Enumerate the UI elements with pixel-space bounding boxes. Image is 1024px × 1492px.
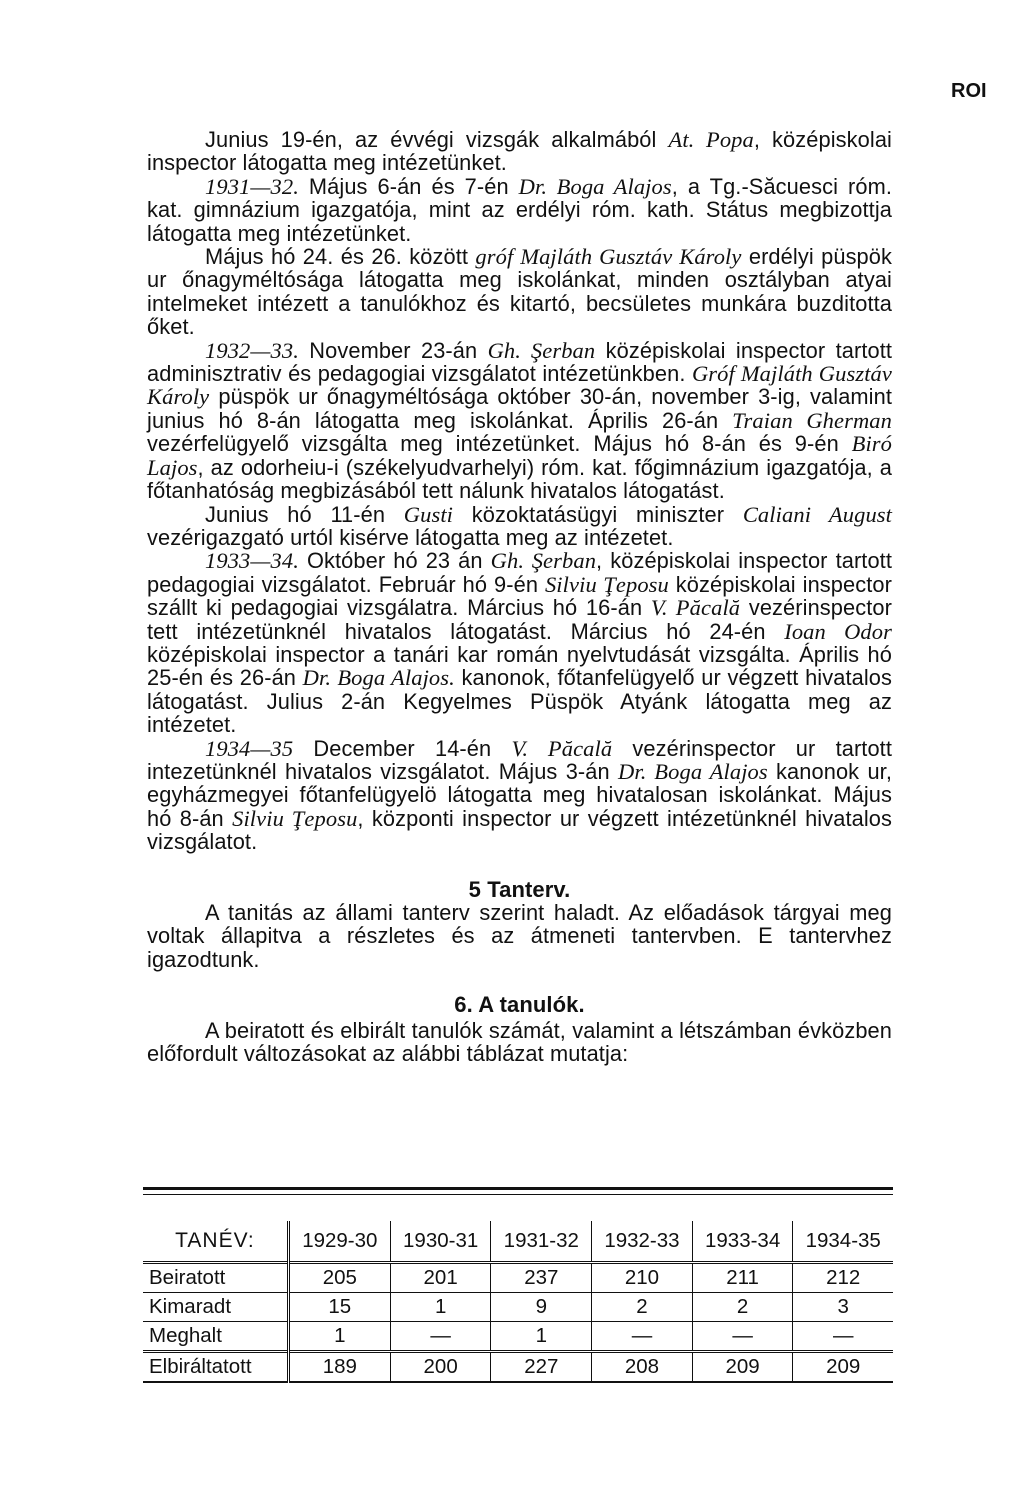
table-cell: 1 xyxy=(491,1322,592,1352)
text-run: December 14-én xyxy=(293,735,512,761)
table-cell: 15 xyxy=(288,1293,390,1322)
table-row xyxy=(143,1263,893,1293)
row-label: Elbiráltatott xyxy=(143,1352,288,1383)
section-5-text: A tanitás az állami tanterv szerint haladt. Az előadások tárgyai meg voltak állapitva a részletes és az átmeneti tantervben. E tantervhez igazodtunk. xyxy=(147,900,892,972)
text-run: , középiskolai inspector tartott pedagogiai vizsgálatot. Február hó 9-én xyxy=(147,548,892,597)
italic-name: 1933—34. xyxy=(205,548,299,574)
paragraph xyxy=(147,175,892,245)
section-6-text: A beiratott és elbirált tanulók számát, valamint a létszámban évközben előfordult változásokat az alábbi táblázat mutatja: xyxy=(147,1017,892,1067)
row-label: Kimaradt xyxy=(143,1293,288,1322)
table-cell: 208 xyxy=(592,1352,693,1383)
table-row xyxy=(143,1322,893,1352)
year-header: 1930-31 xyxy=(390,1221,491,1263)
italic-name: Gróf Majláth Gusztáv Károly xyxy=(147,361,892,410)
table-cell: 209 xyxy=(692,1352,793,1383)
text-run: , a Tg.-Săcuesci róm. kat. gimnázium igazgatója, mint az erdélyi róm. kath. Státus megbizottja látogatta meg intézetünket. xyxy=(147,173,892,246)
year-header: 1934-35 xyxy=(793,1221,893,1263)
table-cell: 210 xyxy=(592,1263,693,1293)
table-cell: 205 xyxy=(288,1263,390,1293)
text-run: középiskolai inspector tartott adminisztrativ és pedagogiai vizsgálatot intézetünkben. xyxy=(147,337,893,387)
table-cell: 1 xyxy=(288,1322,390,1352)
text-run: kanonok, főtanfelügyelő ur végzett hivatalos látogatást. Julius 2-án Kegyelmes Püspök Atyánk látogatta meg az intézetet. xyxy=(147,665,893,738)
year-header: 1932-33 xyxy=(592,1221,693,1263)
year-header: 1933-34 xyxy=(692,1221,793,1263)
italic-name: Traian Gherman xyxy=(732,407,893,433)
table-row xyxy=(143,1293,893,1322)
row-label: Beiratott xyxy=(143,1263,288,1293)
table-cell: — xyxy=(592,1322,693,1352)
table-cell: — xyxy=(390,1322,491,1352)
paragraph xyxy=(147,339,892,503)
section-6-heading: 6. A tanulók. xyxy=(454,992,585,1018)
paragraph xyxy=(147,737,892,854)
text-run: középiskolai inspector szállt ki pedagogiai vizsgálatra. Március hó 16-án xyxy=(147,571,892,621)
table-row xyxy=(143,1352,893,1383)
text-run: vezérfelügyelő vizsgálta meg intézetünket. Május hó 8-án és 9-én xyxy=(147,431,852,457)
table-cell: 227 xyxy=(491,1352,592,1383)
text-run: vezérinspector tett intézetünknél hivatalos látogatást. Március hó 24-én xyxy=(147,595,892,644)
italic-name: 1932—33. xyxy=(205,337,299,363)
italic-name: Gh. Şerban xyxy=(487,337,596,363)
text-run: Május hó 24. és 26. között xyxy=(205,244,476,270)
inspection-history xyxy=(147,128,892,854)
row-label: Meghalt xyxy=(143,1322,288,1352)
text-run: , központi inspector ur végzett intézetünknél hivatalos vizsgálatot. xyxy=(147,805,892,855)
table-cell: — xyxy=(793,1322,893,1352)
italic-name: Silviu Ţeposu xyxy=(232,805,358,831)
italic-name: 1931—32. xyxy=(205,173,299,199)
table-cell: 211 xyxy=(692,1263,793,1293)
table-cell: 200 xyxy=(390,1352,491,1383)
italic-name: Biró Lajos xyxy=(147,431,892,480)
page-number: ROI xyxy=(951,80,987,102)
table-cell: 3 xyxy=(793,1293,893,1322)
text-run: középiskolai inspector a tanári kar román nyelvtudását vizsgálta. Április hó 25-én és 26-án xyxy=(147,641,892,691)
italic-name: Caliani August xyxy=(742,501,892,527)
paragraph xyxy=(147,128,892,175)
table-top-rule-thin xyxy=(143,1194,893,1195)
paragraph xyxy=(147,503,892,550)
text-run: kanonok ur, egyházmegyei főtanfelügyelö látogatta meg hivatalosan iskolánkat. Május hó 8-án xyxy=(147,758,892,831)
text-run: Junius 19-én, az évvégi vizsgák alkalmából xyxy=(205,127,669,152)
italic-name: Silviu Ţeposu xyxy=(544,571,669,597)
text-run: közoktatásügyi miniszter xyxy=(453,501,743,527)
italic-name: Gh. Şerban xyxy=(490,548,597,574)
year-header: 1929-30 xyxy=(288,1221,390,1263)
text-run: Junius hó 11-én xyxy=(205,501,404,527)
table-top-rule xyxy=(143,1187,893,1190)
italic-name: Dr. Boga Alajos. xyxy=(302,665,455,691)
year-header: 1931-32 xyxy=(491,1221,592,1263)
body-text xyxy=(147,128,892,1065)
italic-name: gróf Majláth Gusztáv Károly xyxy=(475,244,742,270)
italic-name: Dr. Boga Alajos xyxy=(518,173,672,199)
text-run: , középiskolai inspector látogatta meg intézetünket. xyxy=(147,127,892,176)
text-run: Október hó 23 án xyxy=(298,548,491,574)
text-run: November 23-án xyxy=(298,337,488,363)
table-cell: 9 xyxy=(491,1293,592,1322)
italic-name: Gusti xyxy=(403,501,454,527)
table-cell: 237 xyxy=(491,1263,592,1293)
table-header-row xyxy=(143,1221,893,1263)
paragraph xyxy=(147,549,892,736)
table-cell: 1 xyxy=(390,1293,491,1322)
students-table xyxy=(143,1221,893,1383)
table-cell: — xyxy=(692,1322,793,1352)
table-cell: 209 xyxy=(793,1352,893,1383)
italic-name: At. Popa xyxy=(668,127,754,152)
italic-name: V. Păcală xyxy=(511,735,613,761)
text-run: erdélyi püspök ur őnagyméltósága látogatta meg iskolánkat, minden osztályban atyai intelmeket intézett a tanulókhoz és kitartó, becsületes munkára buzditotta őket. xyxy=(147,244,893,340)
italic-name: Ioan Odor xyxy=(784,618,892,644)
table-cell: 201 xyxy=(390,1263,491,1293)
text-run: Május 6-án és 7-én xyxy=(298,173,519,199)
text-run: , az odorheiu-i (székelyudvarhelyi) róm. kat. főgimnázium igazgatója, a főtanhatóság megbizásából tett nálunk hivatalos látogatást. xyxy=(147,454,892,504)
italic-name: V. Păcală xyxy=(650,595,741,621)
table-cell: 2 xyxy=(692,1293,793,1322)
table-cell: 189 xyxy=(288,1352,390,1383)
italic-name: Dr. Boga Alajos xyxy=(618,758,768,784)
italic-name: 1934—35 xyxy=(205,735,294,761)
table-corner: TANÉV: xyxy=(143,1221,288,1263)
text-run: püspök ur őnagyméltósága október 30-án, november 3-ig, valamint junius hó 8-án látogatta meg iskolánkat. Április 26-án xyxy=(147,384,892,433)
text-run: vezérinspector ur tartott intezetünknél hivatalos vizsgálatot. Május 3-án xyxy=(147,735,892,784)
students-table-block xyxy=(143,1187,893,1383)
table-cell: 212 xyxy=(793,1263,893,1293)
table-cell: 2 xyxy=(592,1293,693,1322)
paragraph xyxy=(147,245,892,339)
text-run: vezérigazgató urtól kisérve látogatta meg az intézetet. xyxy=(147,524,674,550)
section-5-heading: 5 Tanterv. xyxy=(468,876,571,902)
